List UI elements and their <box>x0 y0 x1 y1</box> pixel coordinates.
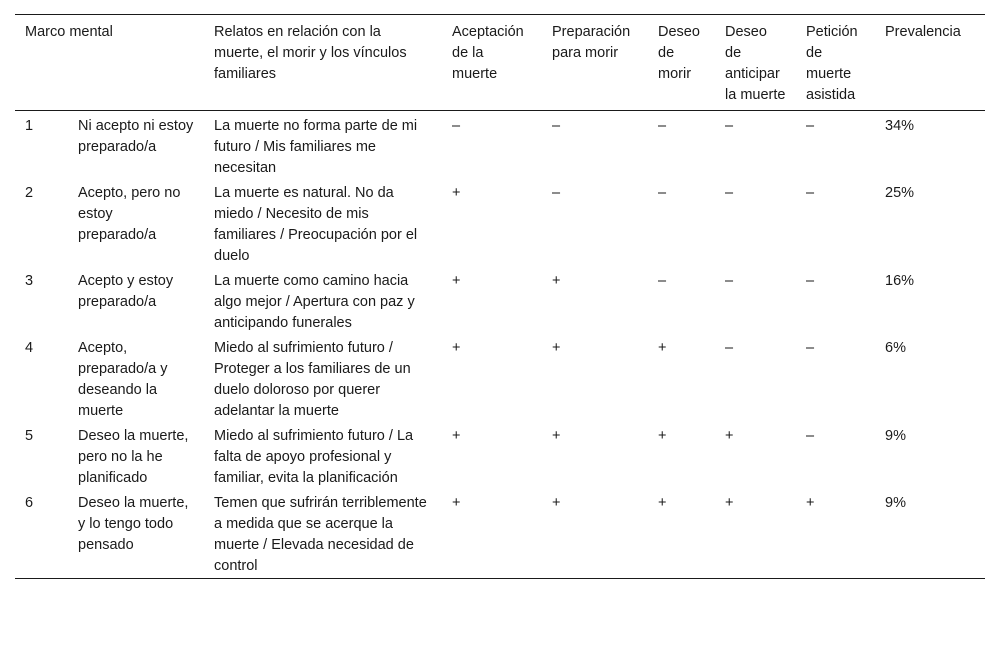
row-peticion: – <box>806 185 815 201</box>
row-aceptacion: + <box>452 495 461 511</box>
row-relatos: Miedo al sufrimiento futuro / La falta de apoyo profesional y familiar, evita la planificación <box>214 428 414 486</box>
row-deseo-morir: – <box>658 185 667 201</box>
row-peticion: + <box>806 495 815 511</box>
row-marco: Ni acepto ni estoy preparado/a <box>78 118 194 155</box>
row-aceptacion: + <box>452 273 461 289</box>
row-prevalencia: 6% <box>885 340 906 356</box>
row-prevalencia: 9% <box>885 495 906 511</box>
row-preparacion: – <box>552 185 561 201</box>
row-deseo-morir: + <box>658 340 667 356</box>
row-prevalencia: 9% <box>885 428 906 444</box>
row-number: 4 <box>25 340 34 356</box>
header-prevalencia: Prevalencia <box>885 24 961 40</box>
row-peticion: – <box>806 428 815 444</box>
row-prevalencia: 25% <box>885 185 915 201</box>
row-deseo-morir: + <box>658 428 667 444</box>
row-aceptacion: + <box>452 428 461 444</box>
table-row <box>15 335 985 423</box>
row-preparacion: + <box>552 428 561 444</box>
mental-frame-table <box>15 14 985 579</box>
row-preparacion: – <box>552 118 561 134</box>
row-number: 1 <box>25 118 34 134</box>
row-aceptacion: + <box>452 185 461 201</box>
row-preparacion: + <box>552 273 561 289</box>
header-marco-mental: Marco mental <box>25 24 113 40</box>
header-peticion: Petición de muerte asistida <box>806 24 858 103</box>
table-row <box>15 111 985 181</box>
row-number: 3 <box>25 273 34 289</box>
row-relatos: Temen que sufrirán terriblemente a medida que se acerque la muerte / Elevada necesidad de control <box>214 495 427 574</box>
row-peticion: – <box>806 340 815 356</box>
row-relatos: La muerte como camino hacia algo mejor / Apertura con paz y anticipando funerales <box>214 273 415 331</box>
row-number: 2 <box>25 185 34 201</box>
table-row <box>15 180 985 268</box>
row-marco: Acepto, pero no estoy preparado/a <box>78 185 181 243</box>
header-deseo-anticipar: Deseo de anticipar la muerte <box>725 24 786 103</box>
row-peticion: – <box>806 273 815 289</box>
table-header-row <box>15 15 985 111</box>
table-row <box>15 490 985 579</box>
row-relatos: Miedo al sufrimiento futuro / Proteger a los familiares de un duelo doloroso por querer adelantar la muerte <box>214 340 411 419</box>
header-deseo-morir: Deseo de morir <box>658 24 700 82</box>
header-preparacion: Preparación para morir <box>552 24 631 61</box>
row-relatos: La muerte no forma parte de mi futuro / Mis familiares me necesitan <box>214 118 418 176</box>
row-marco: Acepto, preparado/a y deseando la muerte <box>78 340 168 419</box>
header-relatos: Relatos en relación con la muerte, el morir y los vínculos familiares <box>214 24 407 82</box>
row-deseo-anticipar: + <box>725 428 734 444</box>
row-aceptacion: + <box>452 340 461 356</box>
row-preparacion: + <box>552 340 561 356</box>
row-number: 5 <box>25 428 34 444</box>
table-row <box>15 423 985 490</box>
row-deseo-morir: + <box>658 495 667 511</box>
row-deseo-anticipar: – <box>725 118 734 134</box>
row-number: 6 <box>25 495 34 511</box>
row-deseo-morir: – <box>658 273 667 289</box>
row-deseo-anticipar: – <box>725 340 734 356</box>
table-row <box>15 268 985 335</box>
row-preparacion: + <box>552 495 561 511</box>
row-prevalencia: 34% <box>885 118 915 134</box>
row-deseo-morir: – <box>658 118 667 134</box>
row-relatos: La muerte es natural. No da miedo / Necesito de mis familiares / Preocupación por el duelo <box>214 185 418 264</box>
row-marco: Deseo la muerte, y lo tengo todo pensado <box>78 495 189 553</box>
row-peticion: – <box>806 118 815 134</box>
row-prevalencia: 16% <box>885 273 915 289</box>
row-deseo-anticipar: – <box>725 185 734 201</box>
header-aceptacion: Aceptación de la muerte <box>452 24 524 82</box>
row-aceptacion: – <box>452 118 461 134</box>
row-marco: Deseo la muerte, pero no la he planificado <box>78 428 189 486</box>
row-deseo-anticipar: – <box>725 273 734 289</box>
row-deseo-anticipar: + <box>725 495 734 511</box>
row-marco: Acepto y estoy preparado/a <box>78 273 174 310</box>
